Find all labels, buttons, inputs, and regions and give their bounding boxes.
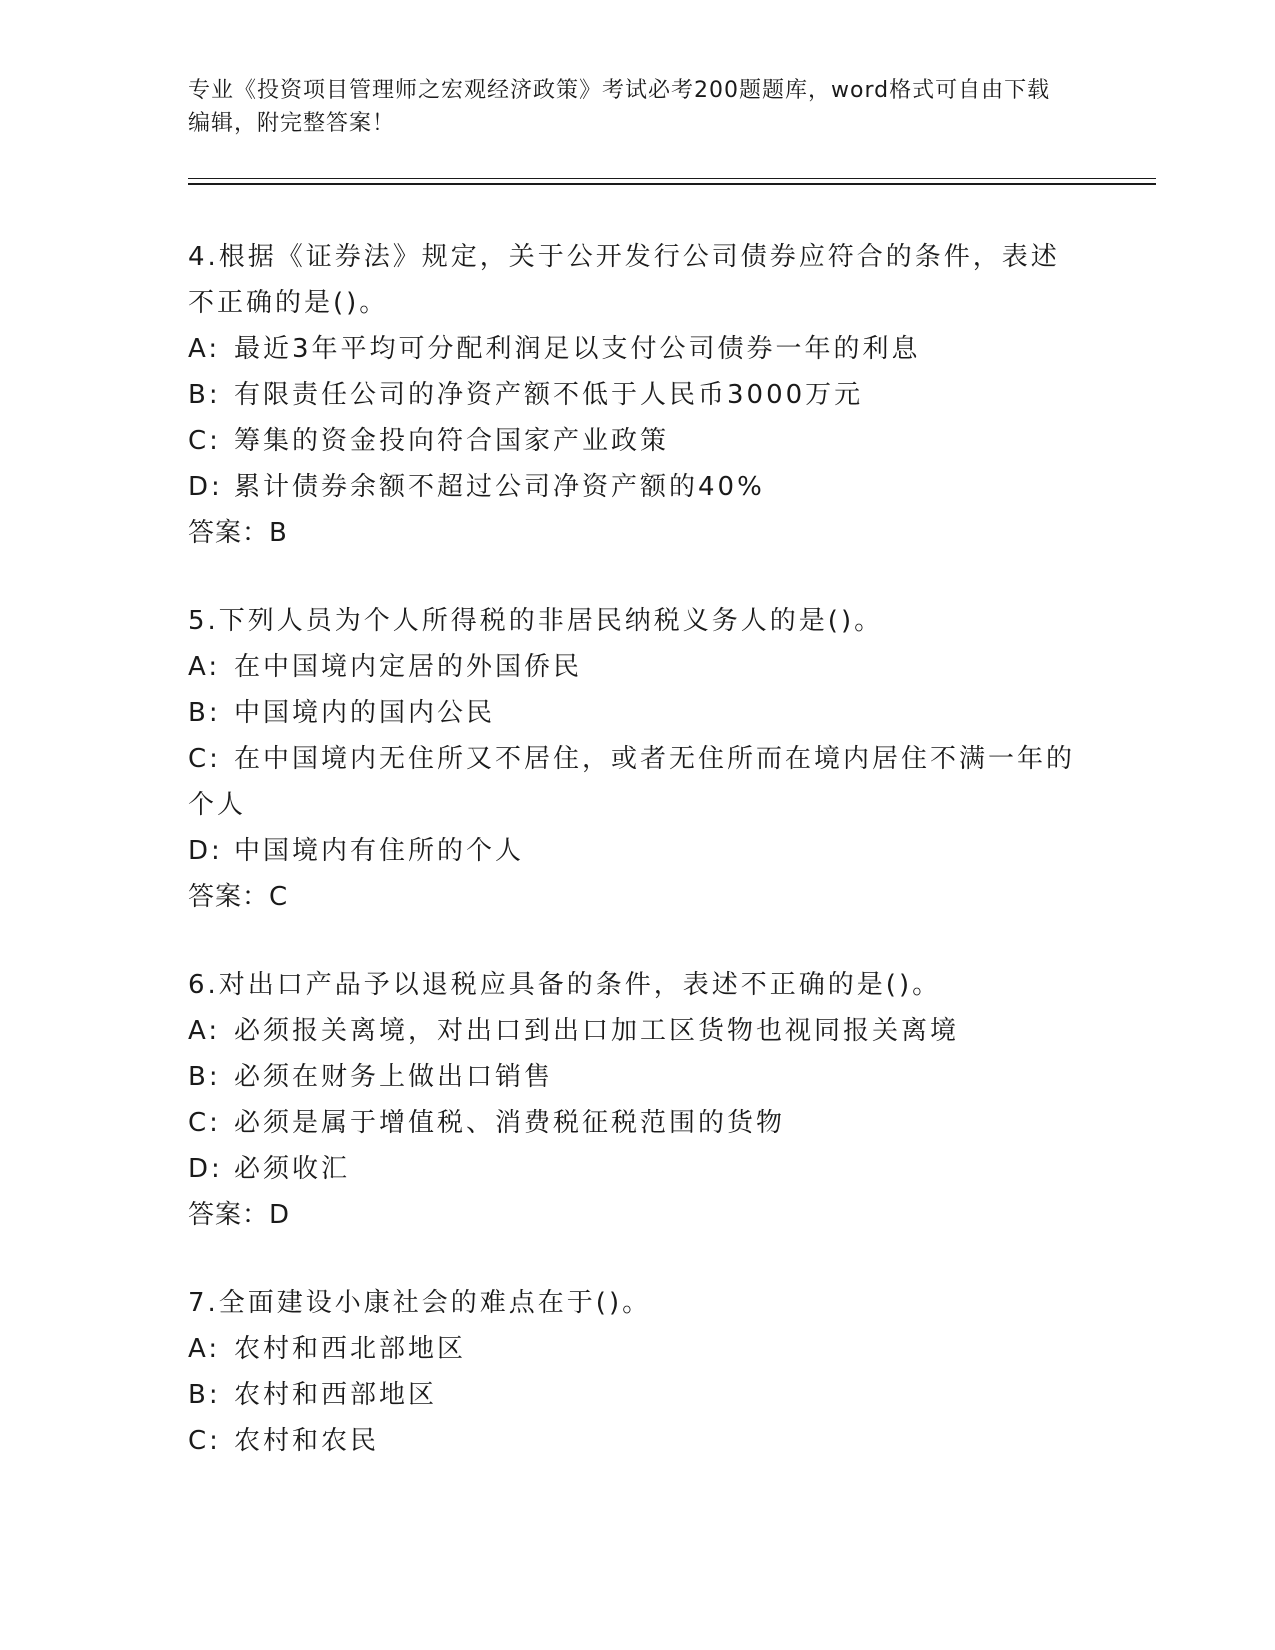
question-stem: 6.对出口产品予以退税应具备的条件，表述不正确的是()。	[188, 970, 942, 1000]
option-text: 最近3年平均可分配利润足以支付公司债券一年的利息	[234, 334, 921, 364]
option-letter: D:	[188, 836, 223, 866]
option-letter: D:	[188, 472, 223, 502]
answer-line: 答案：D	[188, 1200, 291, 1230]
option-c	[188, 418, 1088, 464]
question-block	[188, 598, 1088, 920]
option-text: 必须是属于增值税、消费税征税范围的货物	[234, 1108, 786, 1138]
option-text: 筹集的资金投向符合国家产业政策	[234, 426, 670, 456]
option-a	[188, 1326, 1088, 1372]
question-stem: 7.全面建设小康社会的难点在于()。	[188, 1288, 652, 1318]
option-letter: B:	[188, 1380, 221, 1410]
option-c	[188, 1418, 1088, 1464]
option-b	[188, 1054, 1088, 1100]
option-text: 必须收汇	[234, 1154, 351, 1184]
option-text: 在中国境内无住所又不居住，或者无住所而在境内居住不满一年的个人	[188, 744, 1076, 820]
answer-line: 答案：C	[188, 882, 289, 912]
option-letter: A:	[188, 1334, 221, 1364]
question-block	[188, 234, 1088, 556]
option-text: 有限责任公司的净资产额不低于人民币3000万元	[234, 380, 864, 410]
option-b	[188, 690, 1088, 736]
option-d	[188, 828, 1088, 874]
option-a	[188, 1008, 1088, 1054]
option-letter: B:	[188, 698, 221, 728]
option-letter: B:	[188, 380, 221, 410]
option-text: 在中国境内定居的外国侨民	[234, 652, 583, 682]
option-letter: C:	[188, 1108, 221, 1138]
option-text: 必须在财务上做出口销售	[234, 1062, 554, 1092]
option-letter: C:	[188, 1426, 221, 1456]
header-divider-thick	[188, 183, 1156, 185]
option-text: 中国境内有住所的个人	[234, 836, 525, 866]
document-header: 专业《投资项目管理师之宏观经济政策》考试必考200题题库，word格式可自由下载编辑，附完整答案！	[188, 78, 1051, 136]
option-c	[188, 736, 1088, 828]
option-c	[188, 1100, 1088, 1146]
option-letter: C:	[188, 426, 221, 456]
option-text: 必须报关离境，对出口到出口加工区货物也视同报关离境	[234, 1016, 960, 1046]
option-letter: A:	[188, 334, 221, 364]
option-text: 农村和农民	[234, 1426, 380, 1456]
option-letter: A:	[188, 652, 221, 682]
option-d	[188, 1146, 1088, 1192]
question-stem: 5.下列人员为个人所得税的非居民纳税义务人的是()。	[188, 606, 884, 636]
option-b	[188, 372, 1088, 418]
question-block	[188, 962, 1088, 1238]
option-letter: B:	[188, 1062, 221, 1092]
answer-line: 答案：B	[188, 518, 288, 548]
header-divider-thin	[188, 178, 1156, 179]
option-a	[188, 326, 1088, 372]
option-d	[188, 464, 1088, 510]
option-text: 农村和西部地区	[234, 1380, 438, 1410]
option-a	[188, 644, 1088, 690]
question-stem: 4.根据《证券法》规定，关于公开发行公司债券应符合的条件，表述不正确的是()。	[188, 242, 1060, 318]
option-text: 中国境内的国内公民	[234, 698, 496, 728]
option-text: 农村和西北部地区	[234, 1334, 467, 1364]
option-letter: A:	[188, 1016, 221, 1046]
option-b	[188, 1372, 1088, 1418]
option-text: 累计债券余额不超过公司净资产额的40%	[234, 472, 765, 502]
question-block	[188, 1280, 1088, 1464]
option-letter: D:	[188, 1154, 223, 1184]
option-letter: C:	[188, 744, 221, 774]
